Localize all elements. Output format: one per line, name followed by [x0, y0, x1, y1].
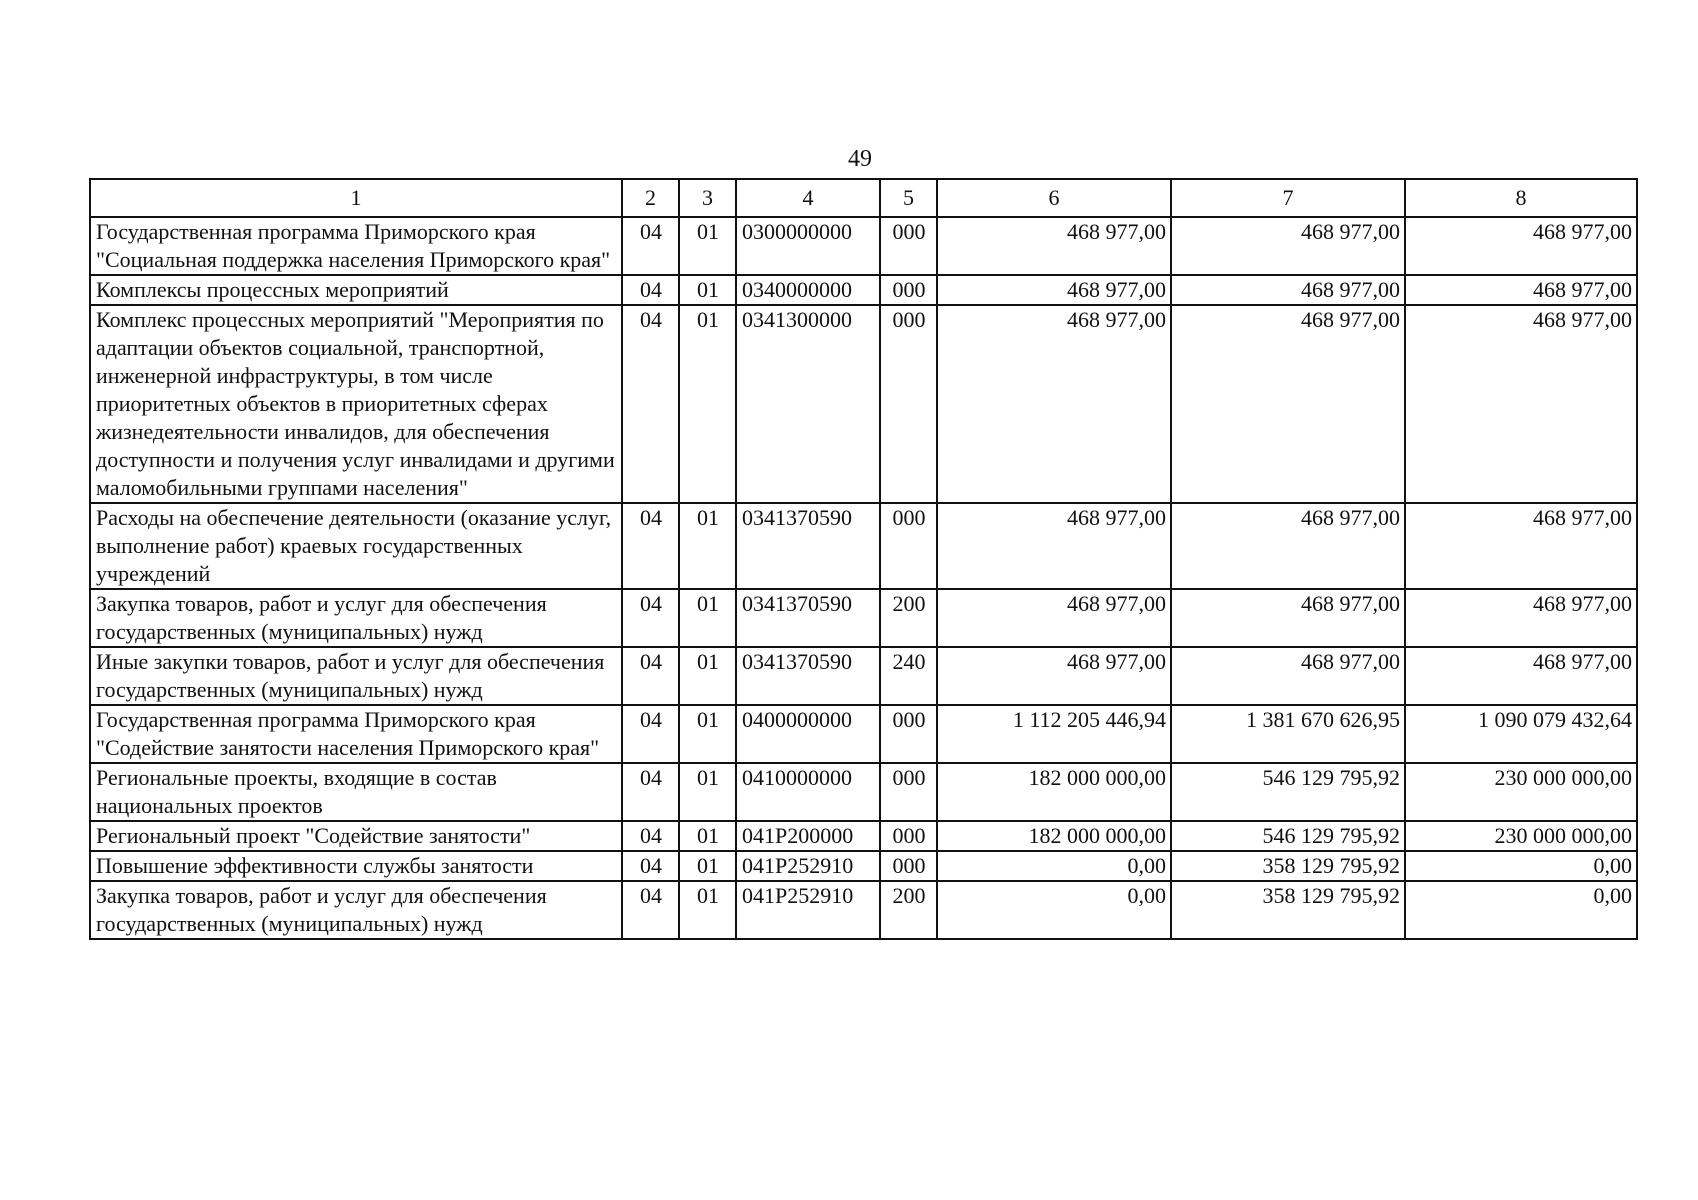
section-code-cell: 04	[622, 217, 679, 275]
table-row	[90, 647, 1637, 705]
amount-col8-cell: 1 090 079 432,64	[1405, 705, 1637, 763]
section-code-cell: 04	[622, 589, 679, 647]
section-code-cell: 04	[622, 647, 679, 705]
subsection-code-cell: 01	[679, 305, 736, 503]
column-header: 7	[1171, 179, 1405, 217]
expense-type-cell: 240	[880, 647, 937, 705]
section-code-cell: 04	[622, 881, 679, 939]
target-article-cell: 0410000000	[736, 763, 880, 821]
section-code-cell: 04	[622, 503, 679, 589]
target-article-cell: 041P200000	[736, 821, 880, 851]
table-row	[90, 305, 1637, 503]
column-header: 6	[937, 179, 1171, 217]
amount-col7-cell: 468 977,00	[1171, 589, 1405, 647]
subsection-code-cell: 01	[679, 705, 736, 763]
amount-col7-cell: 546 129 795,92	[1171, 821, 1405, 851]
target-article-cell: 0340000000	[736, 275, 880, 305]
amount-col8-cell: 0,00	[1405, 851, 1637, 881]
expense-type-cell: 000	[880, 503, 937, 589]
row-name-cell: Государственная программа Приморского края "Содействие занятости населения Приморского края"	[90, 705, 622, 763]
row-name-cell: Повышение эффективности службы занятости	[90, 851, 622, 881]
amount-col7-cell: 468 977,00	[1171, 503, 1405, 589]
subsection-code-cell: 01	[679, 851, 736, 881]
row-name-cell: Региональные проекты, входящие в состав национальных проектов	[90, 763, 622, 821]
expense-type-cell: 000	[880, 275, 937, 305]
expense-type-cell: 000	[880, 821, 937, 851]
budget-table	[89, 178, 1638, 940]
amount-col7-cell: 468 977,00	[1171, 305, 1405, 503]
amount-col8-cell: 468 977,00	[1405, 305, 1637, 503]
amount-col7-cell: 1 381 670 626,95	[1171, 705, 1405, 763]
amount-col8-cell: 230 000 000,00	[1405, 821, 1637, 851]
row-name-cell: Закупка товаров, работ и услуг для обеспечения государственных (муниципальных) нужд	[90, 881, 622, 939]
row-name-cell: Комплекс процессных мероприятий "Мероприятия по адаптации объектов социальной, транспортной, инженерной инфраструктуры, в том числе приоритетных объектов в приоритетных сферах жизнедеятельности инвалидов, для обеспечения доступности и получения услуг инвалидами и другими маломобильными группами населения"	[90, 305, 622, 503]
target-article-cell: 0341370590	[736, 589, 880, 647]
amount-col6-cell: 0,00	[937, 851, 1171, 881]
amount-col6-cell: 0,00	[937, 881, 1171, 939]
amount-col6-cell: 1 112 205 446,94	[937, 705, 1171, 763]
column-header: 2	[622, 179, 679, 217]
column-header: 3	[679, 179, 736, 217]
section-code-cell: 04	[622, 763, 679, 821]
amount-col8-cell: 0,00	[1405, 881, 1637, 939]
amount-col8-cell: 230 000 000,00	[1405, 763, 1637, 821]
amount-col7-cell: 468 977,00	[1171, 217, 1405, 275]
row-name-cell: Закупка товаров, работ и услуг для обеспечения государственных (муниципальных) нужд	[90, 589, 622, 647]
subsection-code-cell: 01	[679, 821, 736, 851]
amount-col6-cell: 468 977,00	[937, 275, 1171, 305]
row-name-cell: Региональный проект "Содействие занятости"	[90, 821, 622, 851]
expense-type-cell: 000	[880, 217, 937, 275]
subsection-code-cell: 01	[679, 275, 736, 305]
table-row	[90, 763, 1637, 821]
table-row	[90, 503, 1637, 589]
row-name-cell: Государственная программа Приморского края "Социальная поддержка населения Приморского края"	[90, 217, 622, 275]
section-code-cell: 04	[622, 851, 679, 881]
expense-type-cell: 200	[880, 589, 937, 647]
table-row	[90, 821, 1637, 851]
column-header: 8	[1405, 179, 1637, 217]
expense-type-cell: 200	[880, 881, 937, 939]
column-header: 5	[880, 179, 937, 217]
target-article-cell: 041P252910	[736, 881, 880, 939]
amount-col8-cell: 468 977,00	[1405, 503, 1637, 589]
amount-col6-cell: 182 000 000,00	[937, 763, 1171, 821]
expense-type-cell: 000	[880, 763, 937, 821]
amount-col8-cell: 468 977,00	[1405, 647, 1637, 705]
amount-col7-cell: 546 129 795,92	[1171, 763, 1405, 821]
header-row	[90, 179, 1637, 217]
table-row	[90, 705, 1637, 763]
target-article-cell: 0341370590	[736, 503, 880, 589]
amount-col7-cell: 358 129 795,92	[1171, 881, 1405, 939]
table-row	[90, 217, 1637, 275]
page-number: 49	[848, 146, 872, 172]
column-header: 4	[736, 179, 880, 217]
subsection-code-cell: 01	[679, 503, 736, 589]
row-name-cell: Иные закупки товаров, работ и услуг для обеспечения государственных (муниципальных) нужд	[90, 647, 622, 705]
section-code-cell: 04	[622, 821, 679, 851]
table-row	[90, 275, 1637, 305]
amount-col7-cell: 468 977,00	[1171, 647, 1405, 705]
table-row	[90, 851, 1637, 881]
section-code-cell: 04	[622, 305, 679, 503]
amount-col8-cell: 468 977,00	[1405, 589, 1637, 647]
expense-type-cell: 000	[880, 305, 937, 503]
target-article-cell: 0400000000	[736, 705, 880, 763]
subsection-code-cell: 01	[679, 763, 736, 821]
expense-type-cell: 000	[880, 851, 937, 881]
row-name-cell: Расходы на обеспечение деятельности (оказание услуг, выполнение работ) краевых государственных учреждений	[90, 503, 622, 589]
amount-col7-cell: 468 977,00	[1171, 275, 1405, 305]
target-article-cell: 0300000000	[736, 217, 880, 275]
amount-col8-cell: 468 977,00	[1405, 217, 1637, 275]
section-code-cell: 04	[622, 705, 679, 763]
target-article-cell: 0341370590	[736, 647, 880, 705]
table-row	[90, 881, 1637, 939]
amount-col8-cell: 468 977,00	[1405, 275, 1637, 305]
amount-col7-cell: 358 129 795,92	[1171, 851, 1405, 881]
expense-type-cell: 000	[880, 705, 937, 763]
target-article-cell: 041P252910	[736, 851, 880, 881]
column-header: 1	[90, 179, 622, 217]
amount-col6-cell: 468 977,00	[937, 503, 1171, 589]
amount-col6-cell: 468 977,00	[937, 589, 1171, 647]
amount-col6-cell: 468 977,00	[937, 647, 1171, 705]
subsection-code-cell: 01	[679, 217, 736, 275]
amount-col6-cell: 182 000 000,00	[937, 821, 1171, 851]
subsection-code-cell: 01	[679, 647, 736, 705]
section-code-cell: 04	[622, 275, 679, 305]
amount-col6-cell: 468 977,00	[937, 305, 1171, 503]
target-article-cell: 0341300000	[736, 305, 880, 503]
subsection-code-cell: 01	[679, 881, 736, 939]
subsection-code-cell: 01	[679, 589, 736, 647]
row-name-cell: Комплексы процессных мероприятий	[90, 275, 622, 305]
table-row	[90, 589, 1637, 647]
amount-col6-cell: 468 977,00	[937, 217, 1171, 275]
